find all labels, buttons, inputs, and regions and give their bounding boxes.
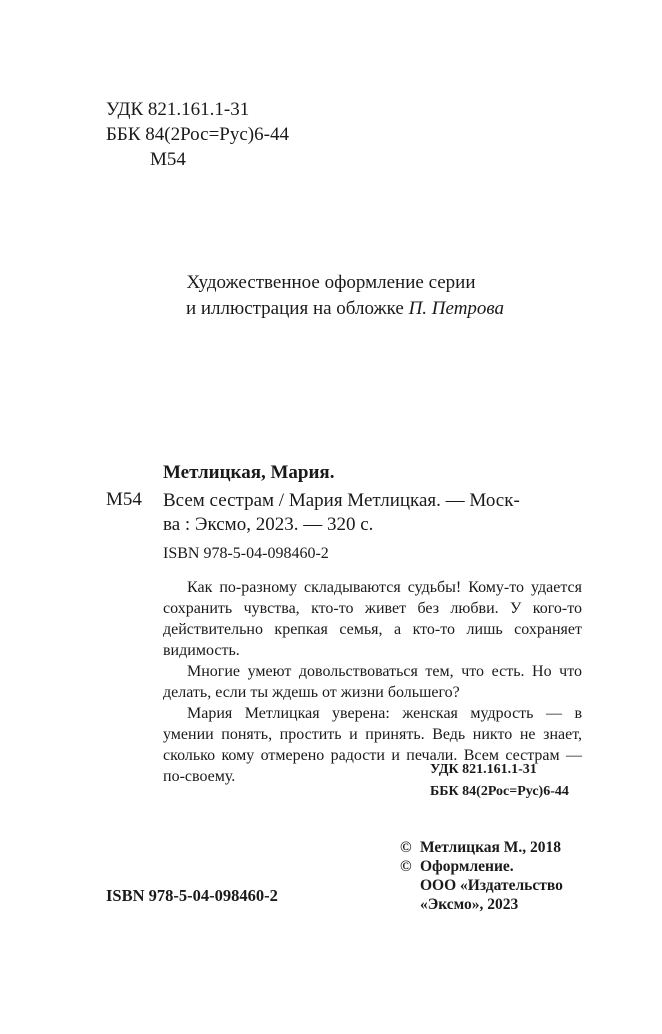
author-mark: М54 xyxy=(150,149,186,170)
udk-code: УДК 821.161.1-31 xyxy=(106,99,250,120)
copyright-publisher-line2: «Эксмо», 2023 xyxy=(420,896,519,913)
annotation-paragraph-1: Как по-разному складываются судьбы! Кому-то удается сохранить чувства, кто-то живет без любви. У кого-то действительно крепкая семья, а кто-то лишь сохраняет видимость. xyxy=(163,579,582,659)
copyright-block xyxy=(400,838,563,914)
bottom-classification-codes xyxy=(430,759,569,803)
copyright-author: Метлицкая М., 2018 xyxy=(420,839,562,856)
copyright-publisher-line1: ООО «Издательство xyxy=(420,877,563,894)
design-credit-prefix: и иллюстрация на обложке xyxy=(185,298,409,319)
catalog-title xyxy=(163,489,582,537)
annotation-paragraph-2: Многие умеют довольствоваться тем, что есть. Но что делать, если ты ждешь от жизни большего? xyxy=(163,663,582,701)
copyright-symbol: © xyxy=(400,839,412,856)
top-classification-codes xyxy=(106,97,289,172)
isbn-bottom: ISBN 978-5-04-098460-2 xyxy=(106,886,278,905)
catalog-author: Метлицкая, Мария. xyxy=(163,462,335,483)
illustrator-name: П. Петрова xyxy=(408,298,505,319)
copyright-design: Оформление. xyxy=(420,858,514,875)
catalog-code: М54 xyxy=(106,489,142,510)
catalog-title-line1: Всем сестрам / Мария Метлицкая. — Моск- xyxy=(163,490,520,511)
bottom-bbk-code: ББК 84(2Рос=Рус)6-44 xyxy=(430,784,569,799)
design-credit xyxy=(0,270,662,322)
annotation-paragraph-3: Мария Метлицкая уверена: женская мудрость — в умении понять, простить и принять. Ведь никто не знает, сколько кому отмерено радости и печали. Всем сестрам — по-своему. xyxy=(163,705,582,785)
bbk-code: ББК 84(2Рос=Рус)6-44 xyxy=(106,124,289,145)
catalog-title-line2: ва : Эксмо, 2023. — 320 с. xyxy=(163,514,374,535)
copyright-symbol: © xyxy=(400,858,412,875)
catalog-isbn: ISBN 978-5-04-098460-2 xyxy=(163,545,329,562)
design-credit-line1: Художественное оформление серии xyxy=(186,272,476,293)
bottom-udk-code: УДК 821.161.1-31 xyxy=(430,762,537,777)
design-credit-line2 xyxy=(0,296,662,322)
annotation xyxy=(163,577,582,787)
